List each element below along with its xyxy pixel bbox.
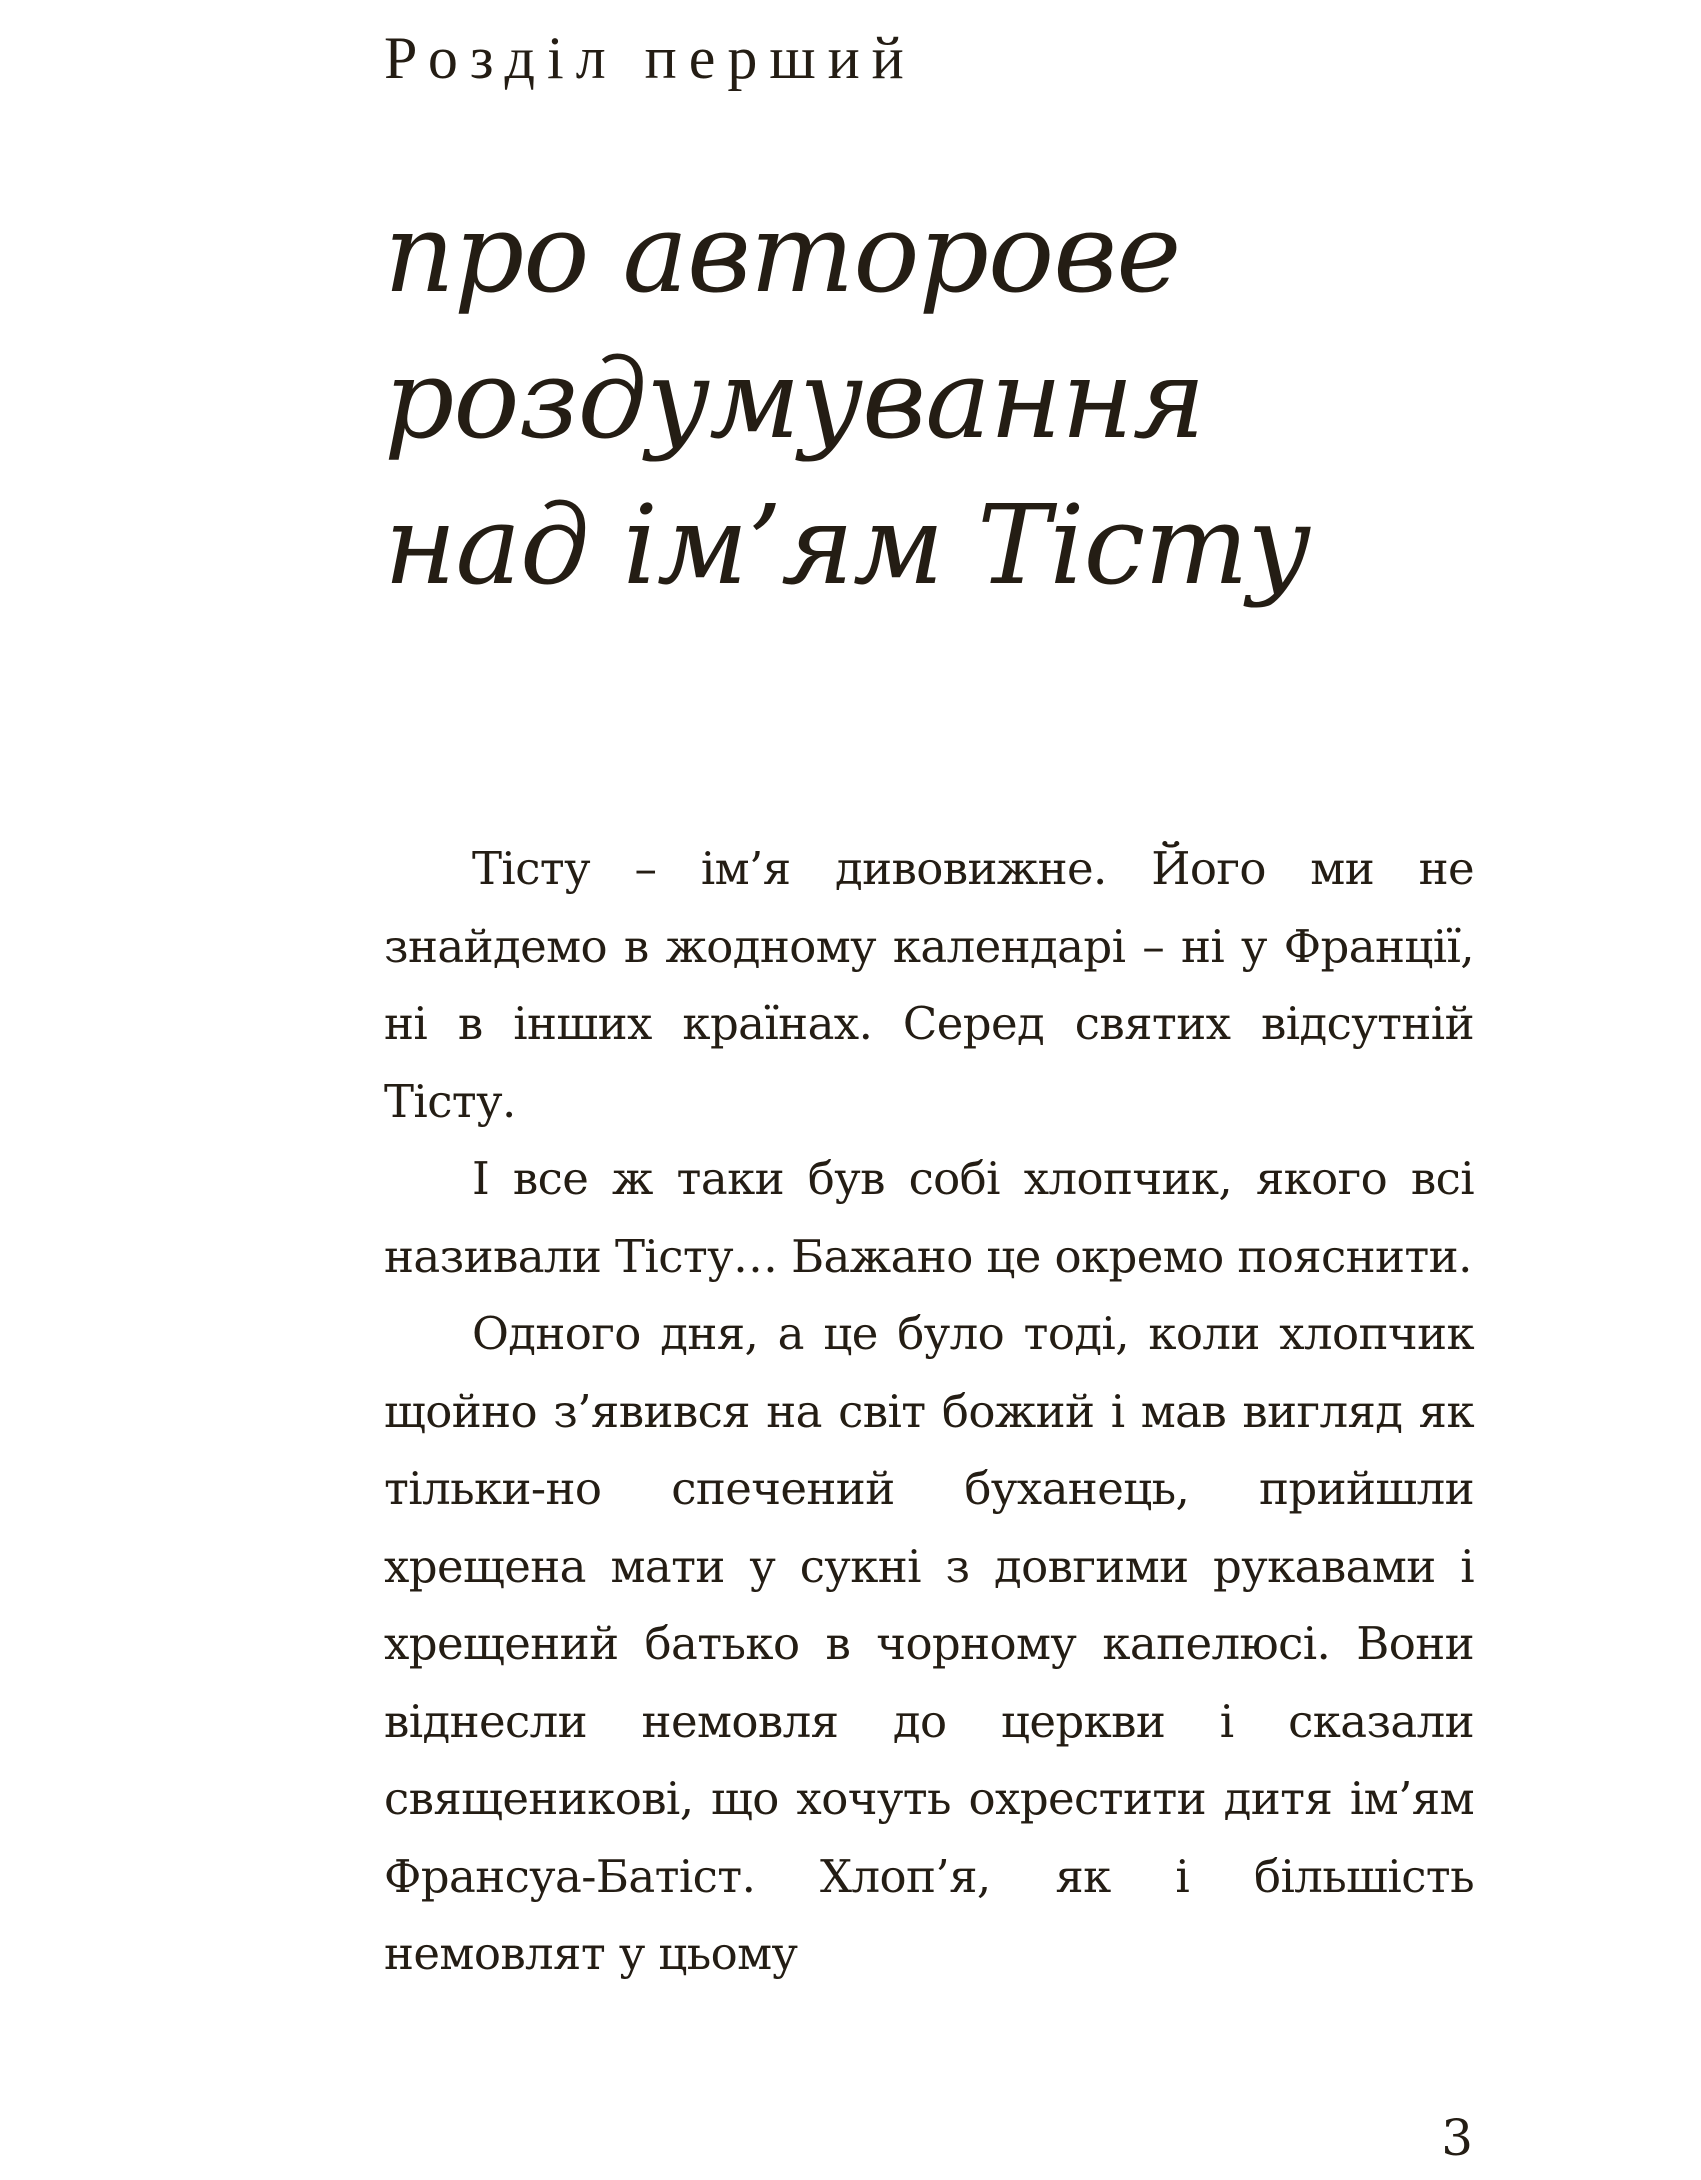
chapter-title-line: над ім’ям Тісту — [384, 481, 1311, 609]
paragraph: І все ж таки був собі хлопчик, якого всі називали Тісту… Бажано це окремо пояснити. — [384, 1152, 1474, 1283]
body-text — [384, 830, 1474, 1993]
paragraph: Одного дня, а це було тоді, коли хлопчик щойно з’явився на світ божий і мав вигляд як тільки-но спечений буханець, прийшли хрещена мати у сукні з довгими рукавами і хрещений батько в чорному капелюсі. Вони віднесли немовля до церкви і сказали священикові, що хочуть охрестити дитя ім’ям Франсуа-Батіст. Хлоп’я, як і більшість немовлят у цьому — [384, 1307, 1474, 1980]
chapter-label: Розділ перший — [384, 25, 916, 91]
chapter-title-line: про авторове — [384, 189, 1181, 317]
chapter-title-line: роздумування — [384, 335, 1205, 463]
chapter-title — [384, 180, 1384, 618]
page-number: 3 — [1441, 2109, 1473, 2167]
paragraph: Тісту – ім’я дивовижне. Його ми не знайдемо в жодному календарі – ні у Франції, ні в інших країнах. Серед святих відсутній Тісту. — [384, 842, 1474, 1128]
